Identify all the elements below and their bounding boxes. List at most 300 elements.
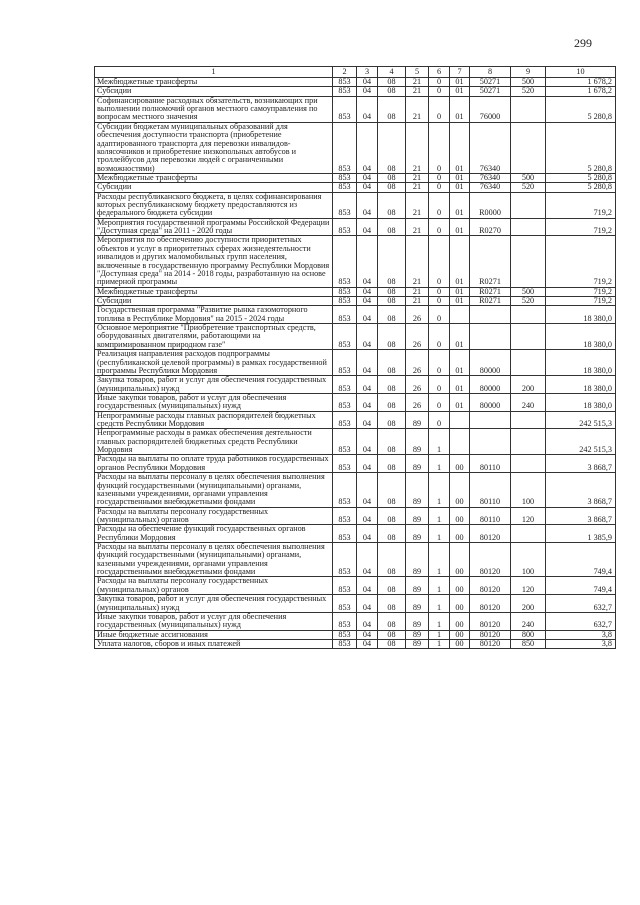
amount: 719,2 [546, 287, 616, 296]
code-expense-type: 200 [511, 376, 546, 394]
code-event: 01 [450, 87, 470, 96]
amount: 242 515,3 [546, 429, 616, 455]
code-expense-type [511, 324, 546, 350]
code-ministry: 853 [333, 473, 357, 507]
code-subprogram: 0 [429, 411, 450, 429]
code-direction [470, 324, 511, 350]
code-direction: 80120 [470, 595, 511, 613]
code-subsection: 08 [378, 411, 406, 429]
item-name: Закупка товаров, работ и услуг для обеспечения государственных (муниципальных) нужд [95, 595, 333, 613]
code-expense-type: 850 [511, 640, 546, 649]
table-row [95, 577, 616, 595]
code-ministry: 853 [333, 122, 357, 173]
code-program: 21 [406, 96, 429, 122]
code-event: 01 [450, 236, 470, 287]
code-event: 01 [450, 218, 470, 236]
code-direction: 80120 [470, 630, 511, 639]
code-event: 00 [450, 473, 470, 507]
code-subsection: 08 [378, 218, 406, 236]
amount: 18 380,0 [546, 376, 616, 394]
code-subsection: 08 [378, 577, 406, 595]
code-subsection: 08 [378, 473, 406, 507]
code-program: 89 [406, 595, 429, 613]
code-ministry: 853 [333, 173, 357, 182]
table-body [95, 67, 616, 649]
code-subprogram: 0 [429, 324, 450, 350]
code-section: 04 [357, 543, 378, 577]
code-expense-type: 120 [511, 507, 546, 525]
table-row [95, 183, 616, 192]
table-row [95, 87, 616, 96]
code-subsection: 08 [378, 96, 406, 122]
code-expense-type: 500 [511, 78, 546, 87]
code-event [450, 429, 470, 455]
code-expense-type [511, 455, 546, 473]
code-subprogram: 0 [429, 192, 450, 218]
code-subsection: 08 [378, 183, 406, 192]
table-row [95, 122, 616, 173]
table-row [95, 411, 616, 429]
code-direction: 76340 [470, 183, 511, 192]
code-subsection: 08 [378, 393, 406, 411]
header-cell: 3 [357, 67, 378, 78]
code-subprogram: 0 [429, 78, 450, 87]
code-direction: R0271 [470, 236, 511, 287]
amount: 1 678,2 [546, 87, 616, 96]
code-ministry: 853 [333, 296, 357, 305]
code-program: 89 [406, 630, 429, 639]
code-program: 26 [406, 306, 429, 324]
code-ministry: 853 [333, 525, 357, 543]
code-program: 21 [406, 122, 429, 173]
code-direction: 50271 [470, 78, 511, 87]
item-name: Субсидии [95, 296, 333, 305]
code-section: 04 [357, 455, 378, 473]
code-event: 00 [450, 455, 470, 473]
code-section: 04 [357, 78, 378, 87]
amount: 1 385,9 [546, 525, 616, 543]
code-direction: 76000 [470, 96, 511, 122]
code-program: 89 [406, 429, 429, 455]
code-program: 26 [406, 393, 429, 411]
code-direction: R0000 [470, 192, 511, 218]
code-expense-type: 800 [511, 630, 546, 639]
amount: 719,2 [546, 236, 616, 287]
code-section: 04 [357, 287, 378, 296]
item-name: Расходы на выплаты персоналу в целях обеспечения выполнения функций государственными (муниципальными) органами, казенными учреждениями, органами управления государственными внебюджетными фондами [95, 543, 333, 577]
amount: 1 678,2 [546, 78, 616, 87]
code-direction: R0271 [470, 296, 511, 305]
table-header-row [95, 67, 616, 78]
code-expense-type [511, 236, 546, 287]
code-ministry: 853 [333, 630, 357, 639]
code-subsection: 08 [378, 287, 406, 296]
code-ministry: 853 [333, 429, 357, 455]
code-expense-type [511, 525, 546, 543]
item-name: Непрограммные расходы главных распорядителей бюджетных средств Республики Мордовия [95, 411, 333, 429]
code-expense-type [511, 411, 546, 429]
code-direction [470, 411, 511, 429]
code-section: 04 [357, 577, 378, 595]
code-section: 04 [357, 296, 378, 305]
amount: 18 380,0 [546, 350, 616, 376]
code-expense-type [511, 350, 546, 376]
header-cell: 8 [470, 67, 511, 78]
code-subprogram: 0 [429, 183, 450, 192]
code-event: 00 [450, 543, 470, 577]
amount: 3 868,7 [546, 507, 616, 525]
table-row [95, 507, 616, 525]
item-name: Межбюджетные трансферты [95, 173, 333, 182]
header-cell: 9 [511, 67, 546, 78]
header-cell: 6 [429, 67, 450, 78]
table-row [95, 236, 616, 287]
amount: 5 280,8 [546, 96, 616, 122]
code-section: 04 [357, 350, 378, 376]
code-event: 00 [450, 630, 470, 639]
code-section: 04 [357, 507, 378, 525]
item-name: Непрограммные расходы в рамках обеспечения деятельности главных распорядителей бюджетных средств Республики Мордовия [95, 429, 333, 455]
code-direction: 76340 [470, 122, 511, 173]
code-section: 04 [357, 429, 378, 455]
item-name: Субсидии бюджетам муниципальных образований для обеспечения доступности транспорта (приобретение адаптированного транспорта для перевозки инвалидов-колясочников и приобретение низкопольных автобусов и троллейбусов для перевозки людей с ограниченными возможностями) [95, 122, 333, 173]
code-direction: R0271 [470, 287, 511, 296]
code-subsection: 08 [378, 376, 406, 394]
code-subprogram: 0 [429, 287, 450, 296]
code-expense-type: 520 [511, 87, 546, 96]
code-subsection: 08 [378, 192, 406, 218]
code-ministry: 853 [333, 96, 357, 122]
code-expense-type [511, 122, 546, 173]
code-subprogram: 0 [429, 173, 450, 182]
code-subprogram: 1 [429, 595, 450, 613]
code-subprogram: 0 [429, 122, 450, 173]
code-direction: 80120 [470, 640, 511, 649]
code-program: 26 [406, 376, 429, 394]
code-event: 00 [450, 612, 470, 630]
code-expense-type [511, 192, 546, 218]
code-expense-type: 240 [511, 393, 546, 411]
code-event: 01 [450, 287, 470, 296]
item-name: Межбюджетные трансферты [95, 287, 333, 296]
code-ministry: 853 [333, 393, 357, 411]
code-program: 89 [406, 640, 429, 649]
amount: 18 380,0 [546, 306, 616, 324]
code-program: 26 [406, 350, 429, 376]
amount: 749,4 [546, 577, 616, 595]
code-event: 01 [450, 324, 470, 350]
code-subprogram: 0 [429, 306, 450, 324]
item-name: Мероприятия государственной программы Российской Федерации "Доступная среда" на 2011 - 2020 годы [95, 218, 333, 236]
code-direction: 80000 [470, 376, 511, 394]
table-row [95, 192, 616, 218]
code-ministry: 853 [333, 640, 357, 649]
code-event: 01 [450, 393, 470, 411]
amount: 18 380,0 [546, 393, 616, 411]
code-subsection: 08 [378, 455, 406, 473]
item-name: Иные закупки товаров, работ и услуг для обеспечения государственных (муниципальных) нужд [95, 393, 333, 411]
code-expense-type: 100 [511, 473, 546, 507]
table-row [95, 640, 616, 649]
code-subprogram: 1 [429, 543, 450, 577]
item-name: Мероприятия по обеспечению доступности приоритетных объектов и услуг в приоритетных сферах жизнедеятельности инвалидов и других маломобильных групп населения, включенные в государственную программу Республики Мордовия "Доступная среда" на 2014 - 2018 годы, разработанную на основе примерной программы [95, 236, 333, 287]
table-row [95, 393, 616, 411]
code-expense-type [511, 96, 546, 122]
code-program: 21 [406, 296, 429, 305]
code-subprogram: 0 [429, 236, 450, 287]
code-ministry: 853 [333, 455, 357, 473]
code-expense-type [511, 218, 546, 236]
amount: 5 280,8 [546, 122, 616, 173]
table-row [95, 630, 616, 639]
code-event: 01 [450, 183, 470, 192]
code-section: 04 [357, 306, 378, 324]
code-ministry: 853 [333, 507, 357, 525]
code-ministry: 853 [333, 306, 357, 324]
code-section: 04 [357, 324, 378, 350]
table-row [95, 78, 616, 87]
table-row [95, 455, 616, 473]
code-event [450, 411, 470, 429]
table-row [95, 612, 616, 630]
amount: 632,7 [546, 612, 616, 630]
table-row [95, 296, 616, 305]
table-row [95, 595, 616, 613]
code-ministry: 853 [333, 87, 357, 96]
code-program: 89 [406, 612, 429, 630]
code-direction: 80000 [470, 350, 511, 376]
code-ministry: 853 [333, 543, 357, 577]
code-section: 04 [357, 411, 378, 429]
code-subprogram: 1 [429, 429, 450, 455]
code-expense-type: 500 [511, 173, 546, 182]
budget-table [94, 66, 616, 649]
table-row [95, 324, 616, 350]
code-ministry: 853 [333, 287, 357, 296]
code-expense-type: 520 [511, 183, 546, 192]
amount: 719,2 [546, 192, 616, 218]
code-section: 04 [357, 473, 378, 507]
item-name: Софинансирование расходных обязательств, возникающих при выполнении полномочий органов местного самоуправления по вопросам местного значения [95, 96, 333, 122]
item-name: Субсидии [95, 183, 333, 192]
code-program: 21 [406, 236, 429, 287]
table-row [95, 429, 616, 455]
code-subprogram: 1 [429, 473, 450, 507]
code-event [450, 306, 470, 324]
code-program: 89 [406, 455, 429, 473]
amount: 3 868,7 [546, 455, 616, 473]
code-program: 21 [406, 78, 429, 87]
code-event: 01 [450, 78, 470, 87]
item-name: Реализация направления расходов подпрограммы (республиканской целевой программы) в рамках государственной программы Республики Мордовия [95, 350, 333, 376]
amount: 749,4 [546, 543, 616, 577]
code-program: 89 [406, 543, 429, 577]
code-subsection: 08 [378, 350, 406, 376]
amount: 3 868,7 [546, 473, 616, 507]
code-ministry: 853 [333, 577, 357, 595]
code-event: 00 [450, 525, 470, 543]
code-subsection: 08 [378, 595, 406, 613]
code-section: 04 [357, 236, 378, 287]
amount: 719,2 [546, 296, 616, 305]
code-subsection: 08 [378, 306, 406, 324]
code-subprogram: 0 [429, 296, 450, 305]
code-subprogram: 1 [429, 455, 450, 473]
code-event: 01 [450, 376, 470, 394]
code-section: 04 [357, 640, 378, 649]
code-program: 89 [406, 577, 429, 595]
code-subprogram: 0 [429, 218, 450, 236]
code-subsection: 08 [378, 122, 406, 173]
code-section: 04 [357, 192, 378, 218]
table-row [95, 473, 616, 507]
code-subsection: 08 [378, 324, 406, 350]
code-subprogram: 1 [429, 640, 450, 649]
code-event: 01 [450, 296, 470, 305]
code-subprogram: 1 [429, 630, 450, 639]
item-name: Иные закупки товаров, работ и услуг для обеспечения государственных (муниципальных) нужд [95, 612, 333, 630]
amount: 242 515,3 [546, 411, 616, 429]
code-section: 04 [357, 87, 378, 96]
code-subsection: 08 [378, 630, 406, 639]
code-program: 26 [406, 324, 429, 350]
code-subprogram: 1 [429, 612, 450, 630]
code-subprogram: 0 [429, 87, 450, 96]
item-name: Иные бюджетные ассигнования [95, 630, 333, 639]
code-section: 04 [357, 525, 378, 543]
item-name: Межбюджетные трансферты [95, 78, 333, 87]
code-section: 04 [357, 393, 378, 411]
code-event: 01 [450, 173, 470, 182]
table-row [95, 525, 616, 543]
item-name: Расходы республиканского бюджета, в целях софинансирования которых республиканскому бюджету предоставляются из федерального бюджета субсидии [95, 192, 333, 218]
code-direction: 76340 [470, 173, 511, 182]
code-subsection: 08 [378, 507, 406, 525]
code-direction [470, 429, 511, 455]
table-row [95, 543, 616, 577]
amount: 719,2 [546, 218, 616, 236]
code-program: 89 [406, 525, 429, 543]
table-row [95, 306, 616, 324]
code-event: 01 [450, 350, 470, 376]
code-subprogram: 1 [429, 577, 450, 595]
code-subprogram: 0 [429, 350, 450, 376]
code-subsection: 08 [378, 173, 406, 182]
table-row [95, 173, 616, 182]
code-subprogram: 1 [429, 525, 450, 543]
code-section: 04 [357, 595, 378, 613]
header-cell: 10 [546, 67, 616, 78]
code-program: 21 [406, 218, 429, 236]
code-direction: 50271 [470, 87, 511, 96]
code-section: 04 [357, 96, 378, 122]
code-ministry: 853 [333, 236, 357, 287]
code-expense-type: 500 [511, 287, 546, 296]
code-program: 21 [406, 287, 429, 296]
code-event: 01 [450, 122, 470, 173]
header-cell: 1 [95, 67, 333, 78]
amount: 632,7 [546, 595, 616, 613]
code-direction [470, 306, 511, 324]
item-name: Расходы на выплаты персоналу государственных (муниципальных) органов [95, 507, 333, 525]
code-expense-type [511, 429, 546, 455]
code-subsection: 08 [378, 612, 406, 630]
code-ministry: 853 [333, 411, 357, 429]
code-direction: 80120 [470, 577, 511, 595]
table-row [95, 96, 616, 122]
item-name: Основное мероприятие "Приобретение транспортных средств, оборудованных двигателями, работающими на компримированном природном газе" [95, 324, 333, 350]
item-name: Субсидии [95, 87, 333, 96]
code-event: 01 [450, 192, 470, 218]
code-subsection: 08 [378, 640, 406, 649]
code-direction: 80120 [470, 525, 511, 543]
item-name: Государственная программа "Развитие рынка газомоторного топлива в Республике Мордовия" на 2015 - 2024 годы [95, 306, 333, 324]
amount: 5 280,8 [546, 183, 616, 192]
code-event: 00 [450, 507, 470, 525]
header-cell: 2 [333, 67, 357, 78]
code-expense-type: 100 [511, 543, 546, 577]
code-program: 89 [406, 411, 429, 429]
code-subsection: 08 [378, 525, 406, 543]
code-ministry: 853 [333, 192, 357, 218]
code-direction: 80110 [470, 473, 511, 507]
code-direction: 80120 [470, 543, 511, 577]
code-program: 89 [406, 473, 429, 507]
amount: 3,8 [546, 640, 616, 649]
code-section: 04 [357, 218, 378, 236]
code-section: 04 [357, 183, 378, 192]
item-name: Расходы на выплаты персоналу государственных (муниципальных) органов [95, 577, 333, 595]
code-subprogram: 0 [429, 376, 450, 394]
code-expense-type [511, 306, 546, 324]
code-subprogram: 0 [429, 96, 450, 122]
code-section: 04 [357, 612, 378, 630]
header-cell: 4 [378, 67, 406, 78]
code-section: 04 [357, 173, 378, 182]
page-number: 299 [574, 36, 592, 50]
code-ministry: 853 [333, 218, 357, 236]
code-direction: 80110 [470, 455, 511, 473]
code-program: 21 [406, 173, 429, 182]
code-subsection: 08 [378, 429, 406, 455]
item-name: Расходы на выплаты по оплате труда работников государственных органов Республики Мордовия [95, 455, 333, 473]
header-cell: 7 [450, 67, 470, 78]
code-subsection: 08 [378, 236, 406, 287]
code-subprogram: 0 [429, 393, 450, 411]
code-ministry: 853 [333, 324, 357, 350]
code-event: 00 [450, 577, 470, 595]
code-expense-type: 120 [511, 577, 546, 595]
code-program: 21 [406, 192, 429, 218]
table-row [95, 287, 616, 296]
table-row [95, 376, 616, 394]
code-ministry: 853 [333, 78, 357, 87]
code-ministry: 853 [333, 350, 357, 376]
amount: 5 280,8 [546, 173, 616, 182]
code-event: 01 [450, 96, 470, 122]
item-name: Расходы на выплаты персоналу в целях обеспечения выполнения функций государственными (муниципальными) органами, казенными учреждениями, органами управления государственными внебюджетными фондами [95, 473, 333, 507]
header-cell: 5 [406, 67, 429, 78]
item-name: Уплата налогов, сборов и иных платежей [95, 640, 333, 649]
code-direction: 80120 [470, 612, 511, 630]
code-direction: R0270 [470, 218, 511, 236]
amount: 3,8 [546, 630, 616, 639]
code-section: 04 [357, 122, 378, 173]
code-section: 04 [357, 630, 378, 639]
amount: 18 380,0 [546, 324, 616, 350]
code-program: 89 [406, 507, 429, 525]
code-ministry: 853 [333, 183, 357, 192]
